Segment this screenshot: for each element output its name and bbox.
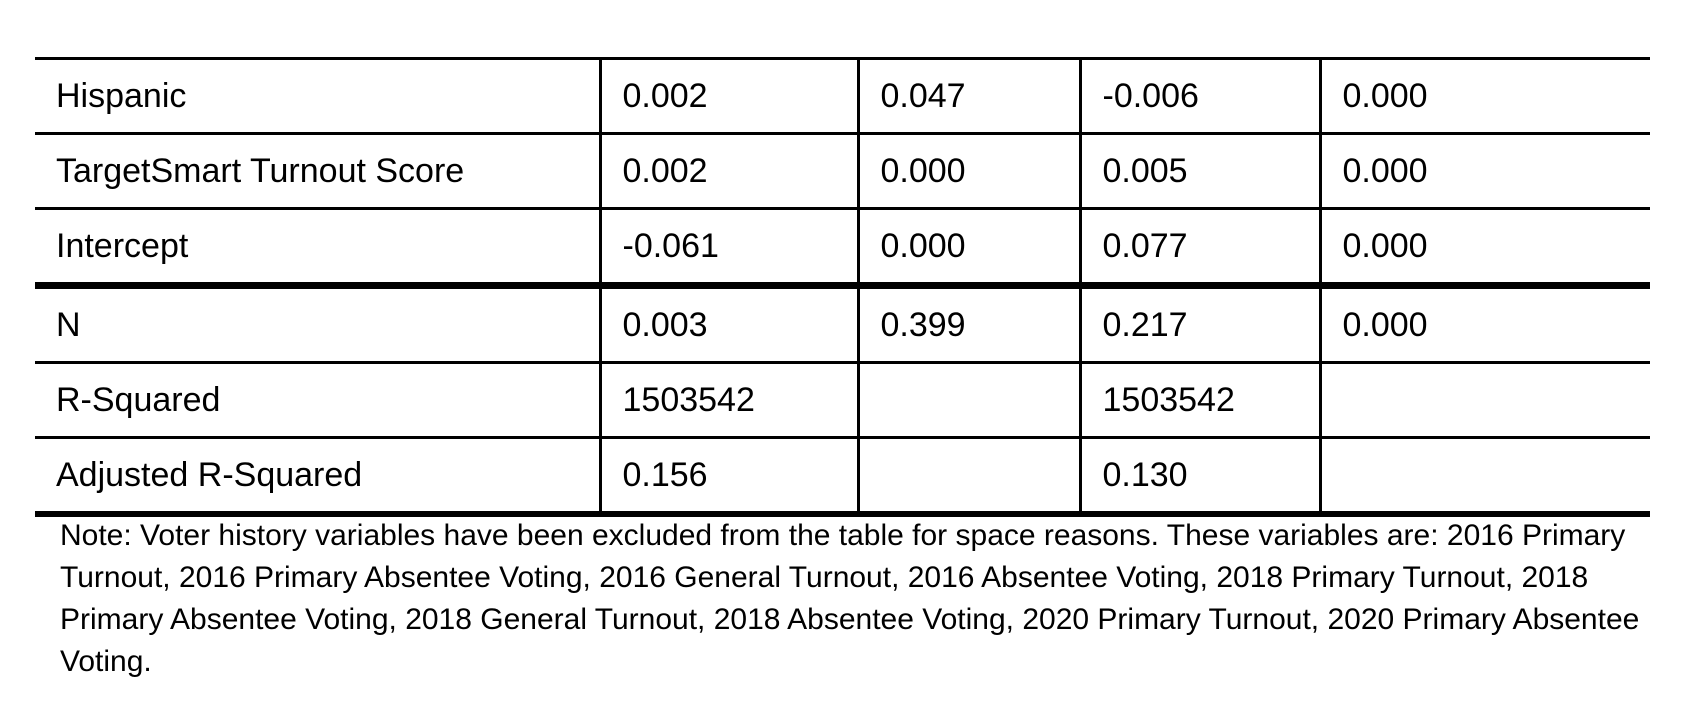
table-cell: 0.000 — [1342, 227, 1428, 265]
table-note: Note: Voter history variables have been excluded from the table for space reasons. These variables are: 2016 Primary Turnout, 2016 Primary Absentee Voting, 2016 General Turnout, 2016 Absentee Voting, 2018 Primary Turnout, 2018 Primary Absentee Voting, 2018 General Turnout, 2018 Absentee Voting, 2020 Primary Turnout, 2020 Primary Absentee Voting. — [60, 519, 1640, 678]
row-label: Adjusted R-Squared — [35, 438, 600, 515]
table-cell: 0.047 — [858, 59, 1080, 134]
table-cell: 0.077 — [1080, 209, 1320, 286]
table-row — [35, 59, 1650, 134]
table-cell — [1320, 438, 1650, 515]
table-cell: 0.399 — [858, 286, 1080, 363]
table-cell: 0.002 — [600, 59, 858, 134]
table-cell: 0.000 — [1342, 77, 1428, 115]
regression-table — [35, 57, 1650, 517]
table-cell — [1320, 363, 1650, 438]
table-cell: 0.002 — [600, 134, 858, 209]
table-cell: 1503542 — [1080, 363, 1320, 438]
table-cell: 0.003 — [600, 286, 858, 363]
table-cell: 0.000 — [1342, 152, 1428, 190]
row-label: R-Squared — [35, 363, 600, 438]
table-cell — [858, 363, 1080, 438]
table-cell: 0.217 — [1080, 286, 1320, 363]
table-cell — [858, 438, 1080, 515]
table-row — [35, 363, 1650, 438]
table-row — [35, 209, 1650, 286]
row-label: TargetSmart Turnout Score — [35, 134, 600, 209]
row-label: Intercept — [35, 209, 600, 286]
table-cell: 0.000 — [1342, 306, 1428, 344]
table-row — [35, 286, 1650, 363]
table-cell: 0.000 — [858, 209, 1080, 286]
table-row — [35, 438, 1650, 515]
row-label: Hispanic — [35, 59, 600, 134]
table-cell: 0.156 — [600, 438, 858, 515]
table-row — [35, 134, 1650, 209]
table-cell: 1503542 — [600, 363, 858, 438]
row-label: N — [35, 286, 600, 363]
table-cell: 0.005 — [1080, 134, 1320, 209]
table-cell: -0.061 — [600, 209, 858, 286]
table-cell: -0.006 — [1080, 59, 1320, 134]
table-cell: 0.000 — [858, 134, 1080, 209]
table-cell: 0.130 — [1080, 438, 1320, 515]
